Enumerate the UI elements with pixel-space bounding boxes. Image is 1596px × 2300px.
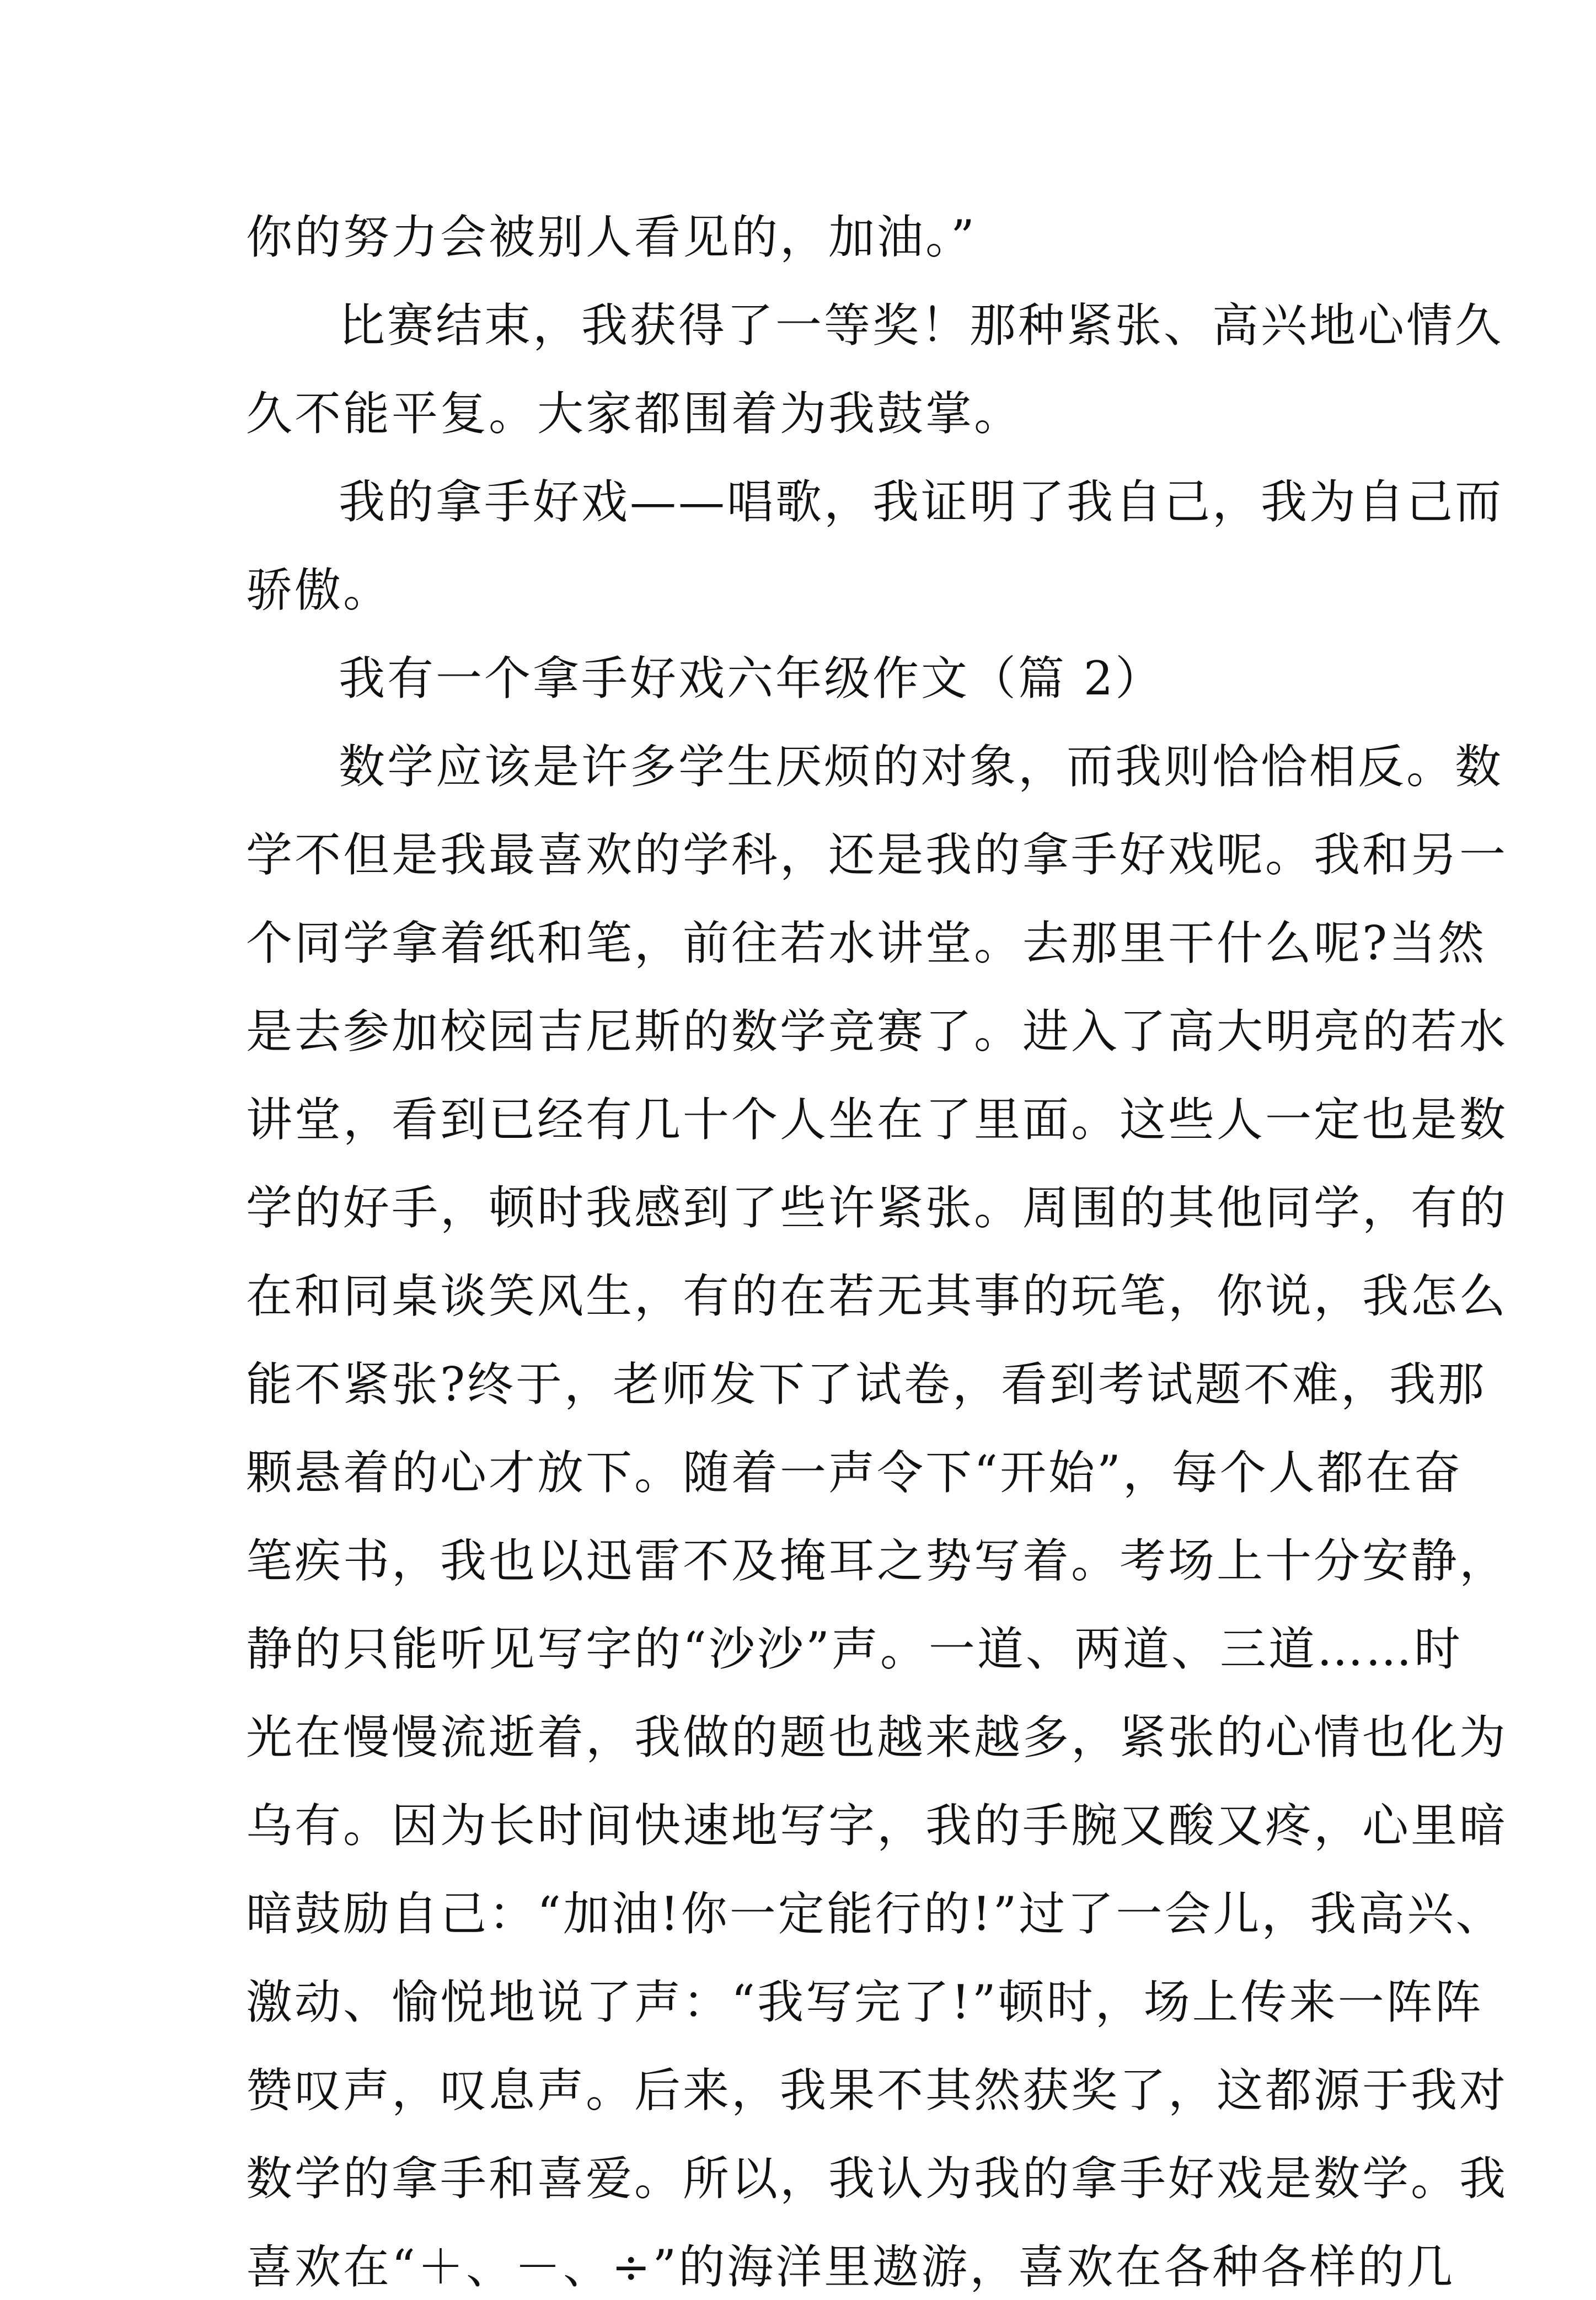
text-line: 个同学拿着纸和笔，前往若水讲堂。去那里干什么呢?当然 <box>246 916 1487 970</box>
text-line: 学不但是我最喜欢的学科，还是我的拿手好戏呢。我和另一 <box>246 828 1508 882</box>
text-line: 数学的拿手和喜爱。所以，我认为我的拿手好戏是数学。我 <box>246 2152 1508 2206</box>
text-line: 笔疾书，我也以迅雷不及掩耳之势写着。考场上十分安静， <box>246 1534 1508 1588</box>
text-line: 数学应该是许多学生厌烦的对象，而我则恰恰相反。数 <box>339 740 1504 794</box>
text-line: 是去参加校园吉尼斯的数学竞赛了。进入了高大明亮的若水 <box>246 1004 1508 1058</box>
text-line: 赞叹声，叹息声。后来，我果不其然获奖了，这都源于我对 <box>246 2063 1508 2117</box>
text-line: 颗悬着的心才放下。随着一声令下“开始”，每个人都在奋 <box>246 1446 1463 1500</box>
text-line: 在和同桌谈笑风生，有的在若无其事的玩笔，你说，我怎么 <box>246 1269 1508 1323</box>
section-heading: 我有一个拿手好戏六年级作文（篇 2） <box>339 651 1164 705</box>
text-line: 久不能平复。大家都围着为我鼓掌。 <box>246 387 1023 441</box>
text-line: 激动、愉悦地说了声：“我写完了!”顿时，场上传来一阵阵 <box>246 1975 1483 2029</box>
text-line: 能不紧张?终于，老师发下了试卷，看到考试题不难，我那 <box>246 1357 1487 1411</box>
text-line: 乌有。因为长时间快速地写字，我的手腕又酸又疼，心里暗 <box>246 1799 1508 1853</box>
text-line: 静的只能听见写字的“沙沙”声。一道、两道、三道……时 <box>246 1622 1463 1676</box>
text-line: 比赛结束，我获得了一等奖！那种紧张、高兴地心情久 <box>339 298 1504 352</box>
text-line: 光在慢慢流逝着，我做的题也越来越多，紧张的心情也化为 <box>246 1710 1508 1764</box>
text-line: 喜欢在“＋、－、÷”的海洋里遨游，喜欢在各种各样的几 <box>246 2240 1455 2294</box>
text-line: 骄傲。 <box>246 563 392 617</box>
text-line: 学的好手，顿时我感到了些许紧张。周围的其他同学，有的 <box>246 1181 1508 1235</box>
text-line: 讲堂，看到已经有几十个人坐在了里面。这些人一定也是数 <box>246 1093 1508 1147</box>
text-line: 你的努力会被别人看见的，加油。” <box>246 210 977 264</box>
document-page <box>246 0 1508 2294</box>
text-line: 暗鼓励自己：“加油!你一定能行的!”过了一会儿，我高兴、 <box>246 1887 1504 1941</box>
text-line: 我的拿手好戏——唱歌，我证明了我自己，我为自己而 <box>339 475 1504 529</box>
